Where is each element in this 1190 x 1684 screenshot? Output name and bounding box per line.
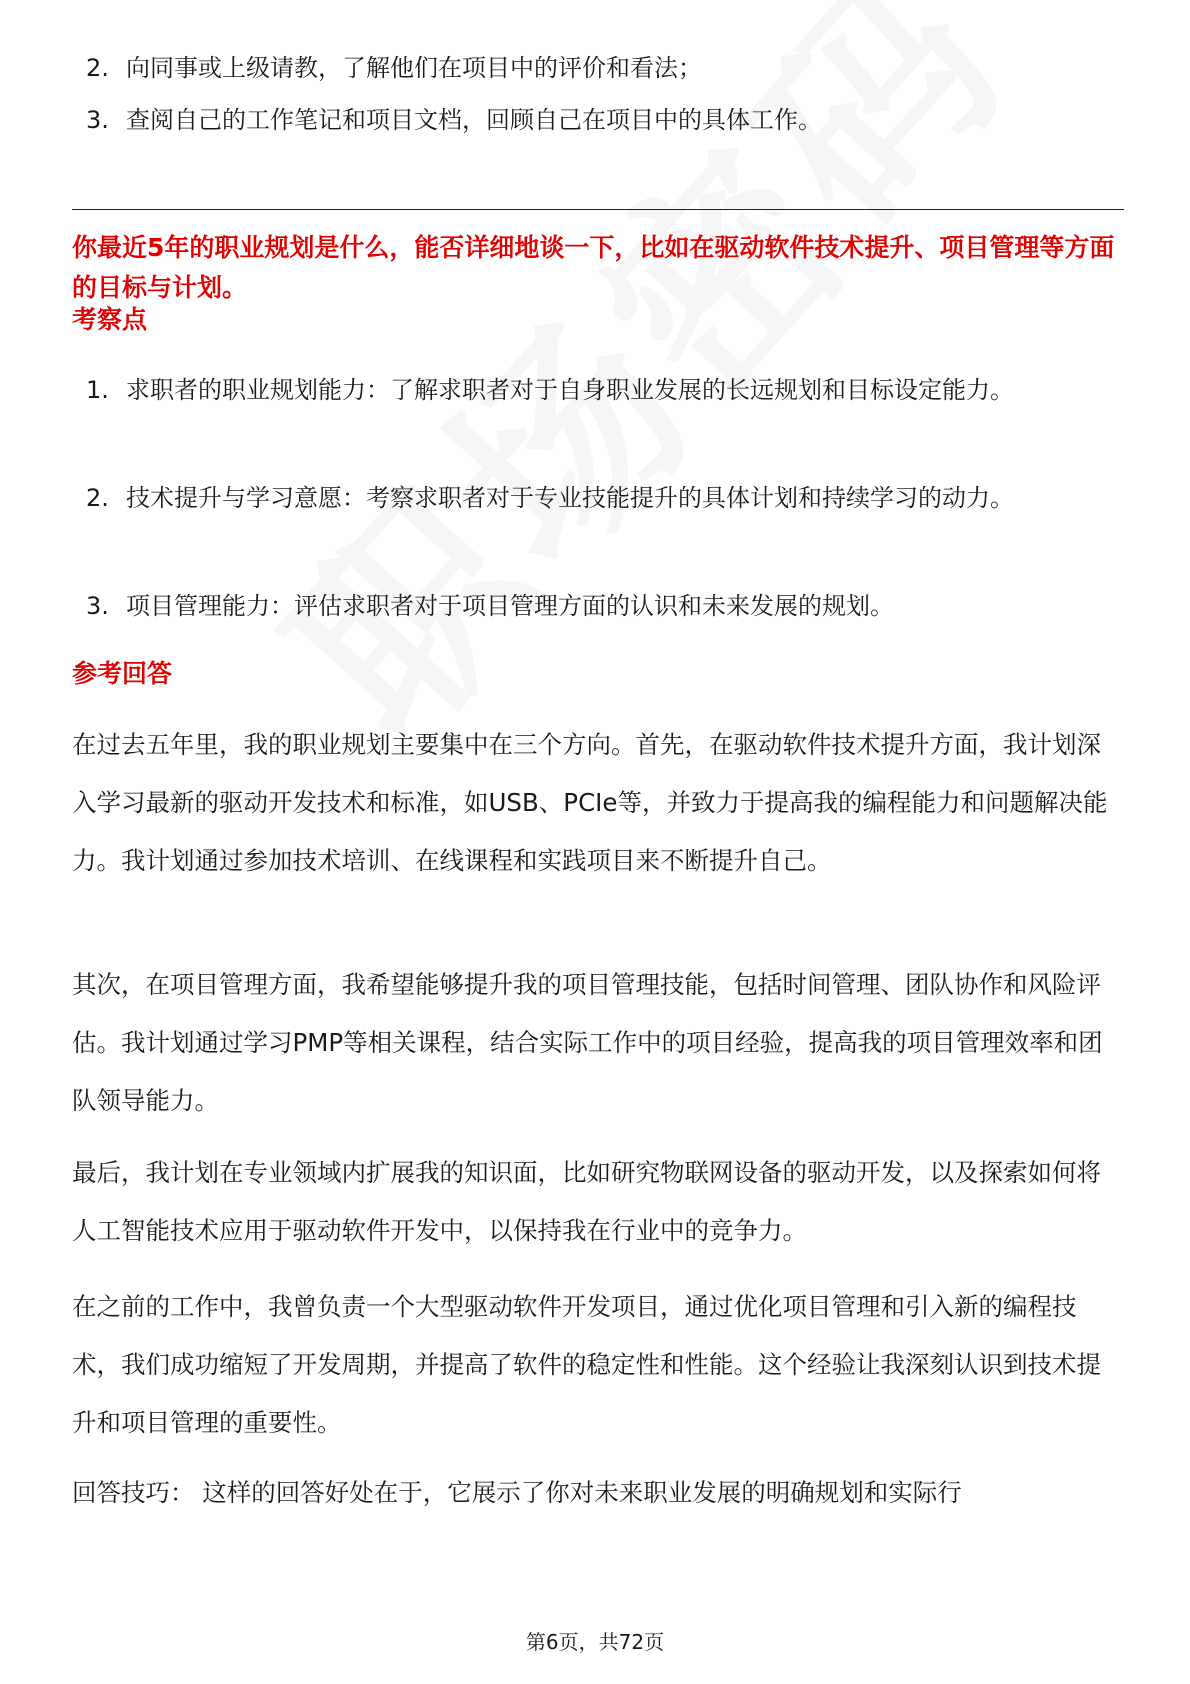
list-text: 项目管理能力：评估求职者对于项目管理方面的认识和未来发展的规划。 — [126, 592, 894, 620]
answer-paragraph: 最后，我计划在专业领域内扩展我的知识面，比如研究物联网设备的驱动开发，以及探索如何将人工智能技术应用于驱动软件开发中，以保持我在行业中的竞争力。 — [72, 1158, 1101, 1245]
section-divider — [72, 209, 1124, 210]
page-number: 第6页，共72页 — [525, 1630, 665, 1654]
answer-heading: 参考回答 — [72, 659, 173, 688]
list-item — [86, 470, 1126, 526]
list-item — [86, 40, 1126, 96]
list-number: 3. — [86, 592, 109, 620]
list-text: 求职者的职业规划能力：了解求职者对于自身职业发展的长远规划和目标设定能力。 — [126, 376, 1014, 404]
list-item — [86, 362, 1126, 418]
list-number: 3. — [86, 106, 109, 134]
list-number: 1. — [86, 376, 109, 404]
list-text: 技术提升与学习意愿：考察求职者对于专业技能提升的具体计划和持续学习的动力。 — [126, 484, 1014, 512]
list-text: 查阅自己的工作笔记和项目文档，回顾自己在项目中的具体工作。 — [126, 106, 822, 134]
list-item — [86, 578, 1126, 634]
interview-question: 你最近5年的职业规划是什么，能否详细地谈一下，比如在驱动软件技术提升、项目管理等方面的目标与计划。 — [72, 233, 1115, 302]
answer-paragraph: 在过去五年里，我的职业规划主要集中在三个方向。首先，在驱动软件技术提升方面，我计划深入学习最新的驱动开发技术和标准，如USB、PCIe等，并致力于提高我的编程能力和问题解决能力。我计划通过参加技术培训、在线课程和实践项目来不断提升自己。 — [72, 730, 1108, 875]
answer-tip: 回答技巧： 这样的回答好处在于，它展示了你对未来职业发展的明确规划和实际行 — [72, 1478, 962, 1507]
list-number: 2. — [86, 54, 109, 82]
list-text: 向同事或上级请教，了解他们在项目中的评价和看法； — [126, 54, 702, 82]
list-number: 2. — [86, 484, 109, 512]
answer-paragraph: 在之前的工作中，我曾负责一个大型驱动软件开发项目，通过优化项目管理和引入新的编程技术，我们成功缩短了开发周期，并提高了软件的稳定性和性能。这个经验让我深刻认识到技术提升和项目管理的重要性。 — [72, 1292, 1101, 1437]
list-item — [86, 92, 1126, 148]
answer-paragraph: 其次，在项目管理方面，我希望能够提升我的项目管理技能，包括时间管理、团队协作和风险评估。我计划通过学习PMP等相关课程，结合实际工作中的项目经验，提高我的项目管理效率和团队领导能力。 — [72, 970, 1103, 1115]
kaocha-heading: 考察点 — [72, 305, 148, 334]
